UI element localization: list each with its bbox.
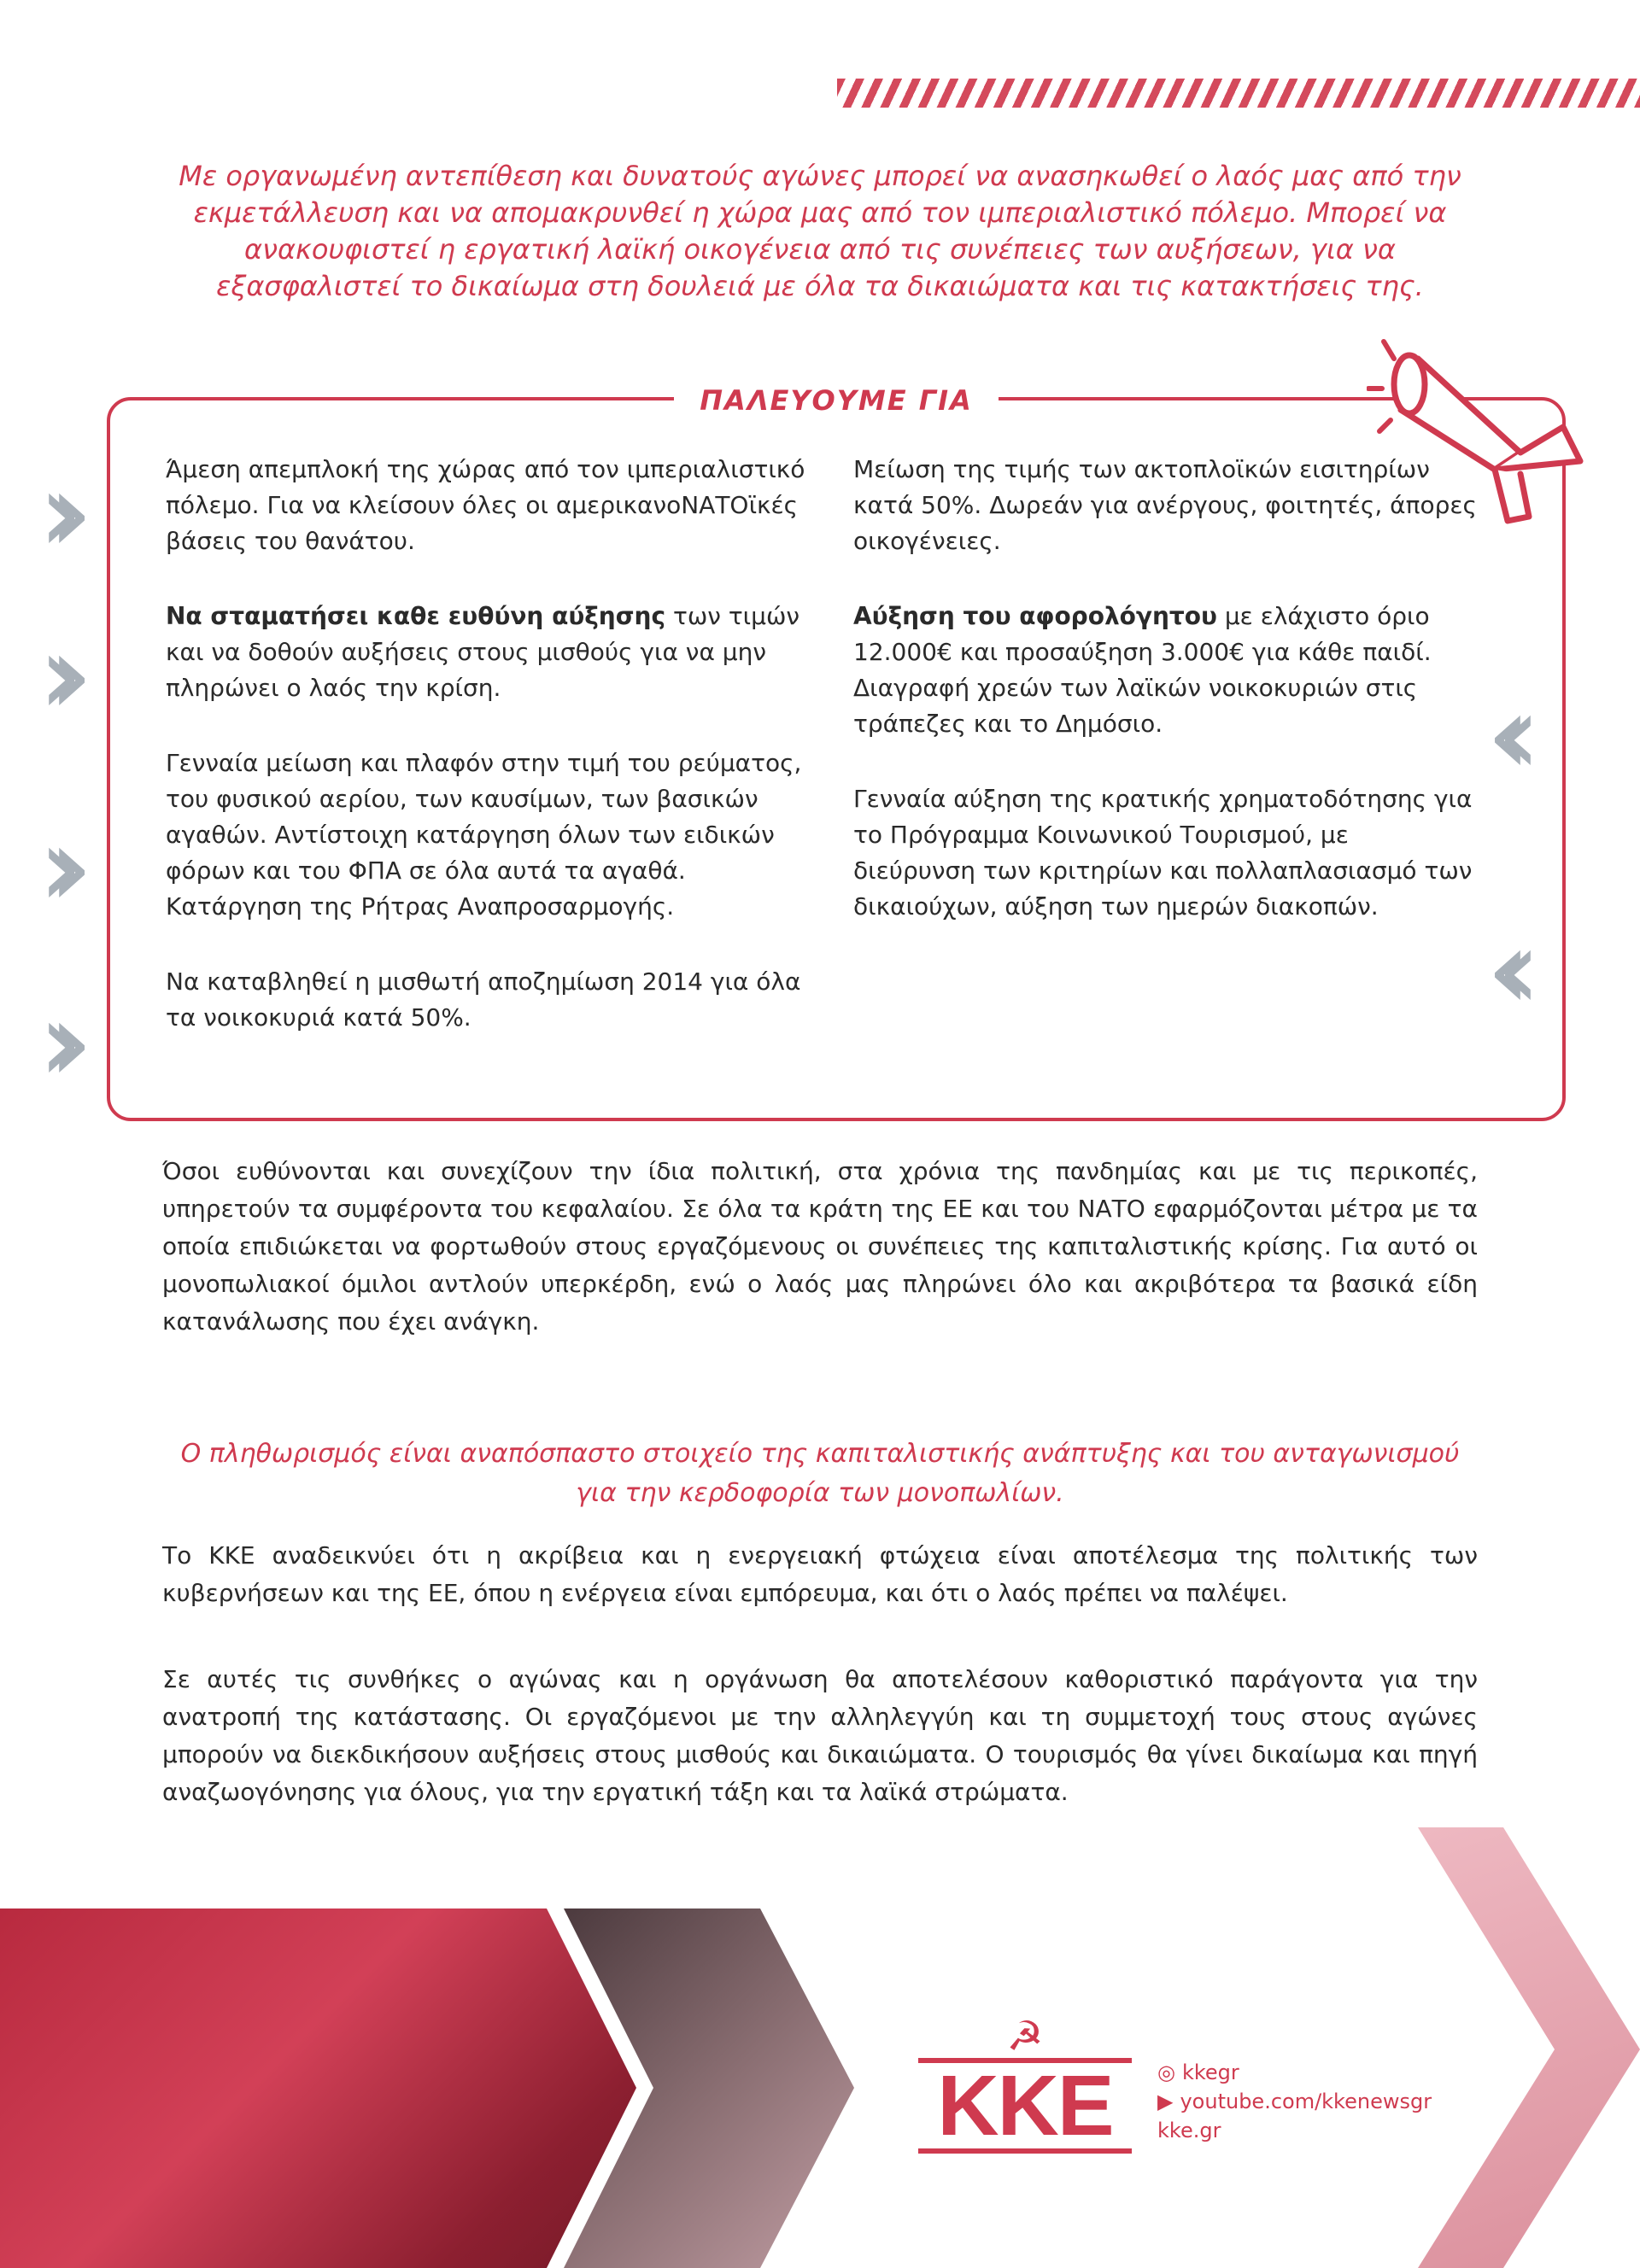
chevron-left-icon: ‹‹ xyxy=(1486,669,1507,799)
demands-box xyxy=(107,384,1566,1121)
chevron-right-icon: ›› xyxy=(38,802,59,932)
youtube-link[interactable]: youtube.com/kkenewsgr xyxy=(1180,2090,1432,2113)
chevron-right-icon: ›› xyxy=(38,610,59,739)
chevron-right-icon: ›› xyxy=(38,977,59,1107)
demand-item: Να σταματήσει καθε ευθύνη αύξησης των τιμών και να δοθούν αυξήσεις στους μισθούς για να μην πληρώνει ο λαός την κρίση. xyxy=(166,602,800,702)
megaphone-icon xyxy=(1367,324,1623,564)
intro-text: Με οργανωμένη αντεπίθεση και δυνατούς αγώνες μπορεί να ανασηκωθεί ο λαός μας από την εκμετάλλευση και να απομακρυνθεί η χώρα μας από τον ιμπεριαλιστικό πόλεμο. Μπορεί να ανακουφιστεί η εργατική λαϊκή οικογένεια από τις συνέπειες των αυξήσεων, για να εξασφαλιστεί το δικαίωμα στη δουλειά με όλα τα δικαιώματα και τις κατακτήσεις της. xyxy=(179,160,1461,302)
demand-item: Άμεση απεμπλοκή της χώρας από τον ιμπεριαλιστικό πόλεμο. Για να κλείσουν όλες οι αμερικανοΝΑΤΟϊκές βάσεις του θανάτου. xyxy=(166,455,805,555)
website-link[interactable]: kke.gr xyxy=(1157,2119,1221,2142)
demand-item: Αύξηση του αφορολόγητου με ελάχιστο όριο 12.000€ και προσαύξηση 3.000€ για κάθε παιδί. Διαγραφή χρεών των λαϊκών νοικοκυριών στις τράπεζες και το Δημόσιο. xyxy=(853,602,1432,738)
highlight-quote: Ο πληθωρισμός είναι αναπόσπαστο στοιχείο της καπιταλιστικής ανάπτυξης και του ανταγωνισμού για την κερδοφορία των μονοπωλίων. xyxy=(180,1439,1460,1508)
decorative-arrow xyxy=(1384,1827,1640,2268)
demand-item: Γενναία αύξηση της κρατικής χρηματοδότησης για το Πρόγραμμα Κοινωνικού Τουρισμού, με διεύρυνση των κριτηρίων και πολλαπλασιασμό των δικαιούχων, αύξηση των ημερών διακοπών. xyxy=(853,785,1473,921)
demand-item: Γενναία μείωση και πλαφόν στην τιμή του ρεύματος, του φυσικού αερίου, των καυσίμων, των βασικών αγαθών. Αντίστοιχη κατάργηση όλων των ειδικών φόρων και του ΦΠΑ σε όλα αυτά τα αγαθά. Κατάργηση της Ρήτρας Αναπροσαρμογής. xyxy=(166,749,802,921)
kke-logo xyxy=(918,2015,1132,2169)
chevron-right-icon: ›› xyxy=(38,447,59,577)
instagram-icon: ◎ xyxy=(1157,2060,1175,2084)
decorative-stripes xyxy=(837,79,1640,108)
contact-info xyxy=(1157,2058,1432,2145)
demand-item: Να καταβληθεί η μισθωτή αποζημίωση 2014 για όλα τα νοικοκυριά κατά 50%. xyxy=(166,967,801,1032)
body-paragraph-1: Όσοι ευθύνονται και συνεχίζουν την ίδια πολιτική, στα χρόνια της πανδημίας και με τις περικοπές, υπηρετούν τα συμφέροντα του κεφαλαίου. Σε όλα τα κράτη της ΕΕ και του ΝΑΤΟ εφαρμόζονται μέτρα με τα οποία επιδιώκεται να φορτωθούν στους εργαζόμενους οι συνέπειες της καπιταλιστικής κρίσης. Για αυτό οι μονοπωλιακοί όμιλοι αντλούν υπερκέρδη, ενώ ο λαός μας πληρώνει όλο και ακριβότερα τα βασικά είδη κατανάλωσης που έχει ανάγκη. xyxy=(162,1157,1478,1336)
chevron-left-icon: ‹‹ xyxy=(1486,904,1507,1034)
body-paragraph-2: Το ΚΚΕ αναδεικνύει ότι η ακρίβεια και η ενεργειακή φτώχεια είναι αποτέλεσμα της πολιτικής των κυβερνήσεων και της ΕΕ, όπου η ενέργεια είναι εμπόρευμα, και ότι ο λαός πρέπει να παλέψει. xyxy=(162,1541,1478,1607)
logo-text: ΚΚΕ xyxy=(918,2058,1132,2154)
hammer-sickle-icon: ☭ xyxy=(1006,2013,1044,2060)
youtube-icon: ▶ xyxy=(1157,2090,1174,2113)
demand-item: Μείωση της τιμής των ακτοπλοϊκών εισιτηρίων κατά 50%. Δωρεάν για ανέργους, φοιτητές, άπορες οικογένειες. xyxy=(853,455,1477,555)
body-paragraph-3: Σε αυτές τις συνθήκες ο αγώνας και η οργάνωση θα αποτελέσουν καθοριστικό παράγοντα για την ανατροπή της κατάστασης. Οι εργαζόμενοι με την αλληλεγγύη και τη συμμετοχή τους στους αγώνες μπορούν να διεκδικήσουν αυξήσεις στους μισθούς και δικαιώματα. Ο τουρισμός θα γίνει δικαίωμα και πηγή αναζωογόνησης για όλους, για την εργατική τάξη και τα λαϊκά στρώματα. xyxy=(162,1665,1478,1806)
demands-left-column xyxy=(166,452,815,1075)
social-handle[interactable]: kkegr xyxy=(1181,2060,1239,2084)
demands-heading: ΠΑΛΕΥΟΥΜΕ ΓΙΑ xyxy=(674,380,999,421)
